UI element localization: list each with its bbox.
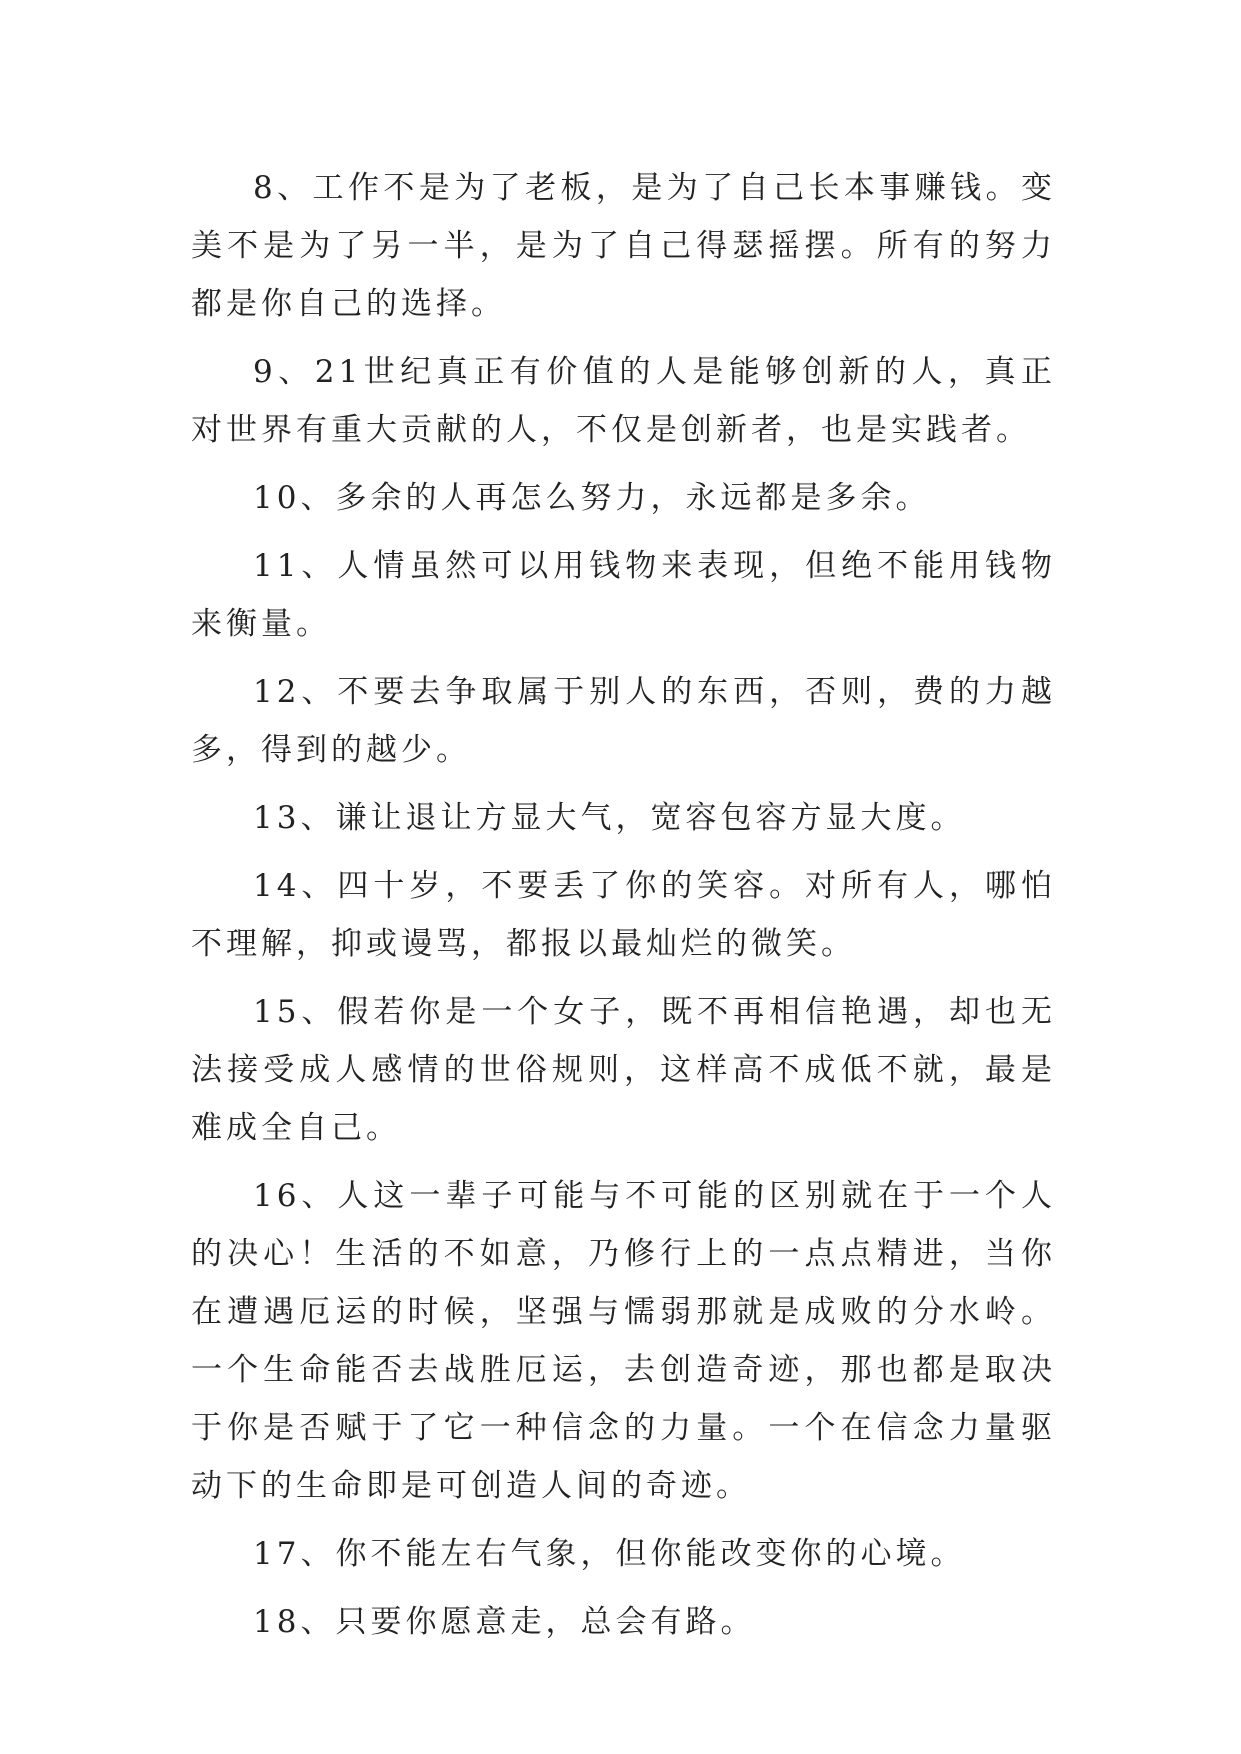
paragraph-14: 14、四十岁，不要丢了你的笑容。对所有人，哪怕不理解，抑或谩骂，都报以最灿烂的微笑。	[191, 868, 1056, 962]
paragraph-16: 16、人这一辈子可能与不可能的区别就在于一个人的决心！生活的不如意，乃修行上的一点点精进，当你在遭遇厄运的时候，坚强与懦弱那就是成败的分水岭。一个生命能否去战胜厄运，去创造奇迹，那也都是取决于你是否赋于了它一种信念的力量。一个在信念力量驱动下的生命即是可创造人间的奇迹。	[191, 1178, 1056, 1504]
document-body	[191, 159, 1056, 1661]
paragraph-17: 17、你不能左右气象，但你能改变你的心境。	[253, 1536, 966, 1572]
paragraph-18: 18、只要你愿意走，总会有路。	[253, 1604, 756, 1640]
paragraph-10: 10、多余的人再怎么努力，永远都是多余。	[253, 480, 931, 516]
paragraph-11: 11、人情虽然可以用钱物来表现，但绝不能用钱物来衡量。	[191, 548, 1056, 642]
paragraph-15: 15、假若你是一个女子，既不再相信艳遇，却也无法接受成人感情的世俗规则，这样高不成低不就，最是难成全自己。	[191, 994, 1056, 1146]
paragraph-8: 8、工作不是为了老板，是为了自己长本事赚钱。变美不是为了另一半，是为了自己得瑟摇摆。所有的努力都是你自己的选择。	[191, 170, 1056, 322]
paragraph-13: 13、谦让退让方显大气，宽容包容方显大度。	[253, 800, 966, 836]
paragraph-9: 9、21世纪真正有价值的人是能够创新的人，真正对世界有重大贡献的人，不仅是创新者，也是实践者。	[191, 354, 1056, 448]
paragraph-12: 12、不要去争取属于别人的东西，否则，费的力越多，得到的越少。	[191, 674, 1056, 768]
